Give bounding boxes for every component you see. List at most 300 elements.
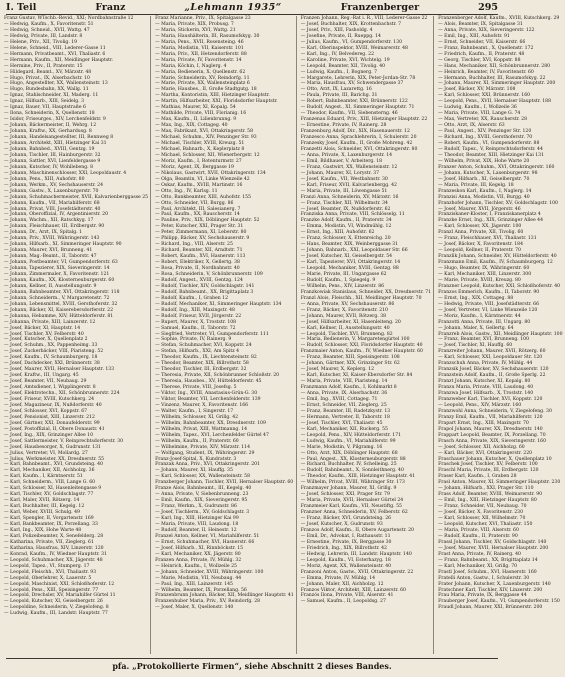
directory-entry: — Hedwig, Schneid., XVII, Wattg. 47 [4,27,90,33]
directory-entry: — Josef, Maurer, X, Keplerg. 12 [300,367,375,373]
directory-entry: Franzenau Eduard, Priv., XIII, Hietzinger Hauptstr. 22 [300,117,428,123]
directory-entry: — Rudolf, Kaufm., II, Praterstr. 90 [438,533,518,539]
directory-entry: Franzos Adolf, Kaufm., II, Obere Augartenstr. 20 [300,527,414,533]
directory-entry: — Julius, Kaufm., VI, Gumpendorferstr. 130 [300,39,403,45]
directory-entry: — Wilhelm, Privat, XIX, Hohe Warte 20 [438,158,530,164]
directory-entry: Franz Gustav, WTschb.-Revid., XXI; Nordbahnstraße 12 [4,16,134,21]
directory-entry: — Franz, Werkm., X, Gudrunstr. 86 [155,504,237,510]
directory-entry: — Josef, Bäcker, X, Favoritenstr. 230 [438,510,524,516]
directory-entry: — Josefine, Private, II, Rueppg. 14 [300,33,381,39]
directory-entry: — Leopold, Kutscher, XVI, Thaliastr. 150 [438,522,533,528]
directory-entry: — Rudolf, Ing., XIII, Maxingstr. 48 [155,307,235,313]
directory-entry: — Rudolf, Tapez., V, Reinprechtsdorferstr. 44 [438,146,543,152]
directory-entry: — Johann, Maschinenschlosser, XXI, Leopoldaustr. 4 [4,170,127,176]
directory-entry: Franz-Josef-Spital, X, Kundratstr. 3 [155,456,237,462]
entry-column-1 [4,16,151,654]
directory-entry: — Karl, Mechaniker, XIII, Linzerstr. 300 [438,271,532,277]
directory-entry: Frapart Ernst, Ing., XIII, Maxingstr. 70 [438,420,529,426]
directory-entry: — Nikolaus, Gastwirt, XVII, Ottakringerstr. 134 [155,170,266,176]
directory-entry: — Leopold, Drechsler, XV, Mariahilfer Gürtel 11 [4,593,116,599]
directory-entry: — Otto, Bankbeamter, XIII, Auhofstr. 155 [155,194,251,200]
directory-entry: — Hans, Mechaniker, XII, Schönbrunnerstr. 280 [438,63,551,69]
directory-entry: Franzetti Alois, Schneider, XVI, Ottakringerstr. 80 [300,146,418,152]
directory-entry: Franzenbrunn Johann, Bäcker, XII, Meidlinger Hauptstr. 41 [155,593,294,599]
directory-entry: — Peter, Zimmermann, XI, Leberstr. 80 [155,230,247,236]
directory-entry: Franzkowiak Stanislaus, Schneider, XX, Dresdnerstr. 71 [300,289,432,295]
directory-entry: — Mathias, Maurer, XI, Kopalg. 54 [155,105,236,111]
directory-entry: — Josef, Bäcker, X, Favoritenstr. 184 [438,242,524,248]
directory-entry: — Karl, Kutscher, XI, Kaiser-Ebersdorfer Str. 84 [300,373,413,379]
directory-entry: — Karl, Schlosser, XII, Wilhelmstr. 70 [438,516,526,522]
directory-entry: — Johann, Maler, XII, Aichholzg. 12 [300,581,384,587]
directory-entry: — Hedwig, Private, III, Landstr. 8 [4,33,83,39]
directory-entry: Franzenburg Adolf, Dir., XIX, Hasenauerstr. 12 [300,129,410,135]
directory-entry: — Leopold, Tapez., VI, Stumperg. 17 [4,563,90,569]
directory-entry: — Karl, Ing., IV, Belvedereg. 22 [300,51,374,57]
directory-entry: — Samuel, Kaufm., II, Leopoldsg. 27 [300,599,386,605]
directory-entry: — Moriz, Kaufm., I, Rotenturmstr. 27 [155,158,242,164]
directory-entry: Franzner Anna, Schneiderin, XV, Felberstr. 62 [300,510,408,516]
directory-entry: — Siegfried, Vertreter, VI, Gumpendorferstr. 111 [155,331,269,337]
directory-entry: — Rudolf, Angest., XVIII, Gentzg. 124 [155,277,243,283]
directory-entry: — Josef, Sattlermeister, V, Reinprechtsdorferstr. 30 [4,438,124,444]
directory-entry: Franzer Anton, Schuhm., XVI, Ottakringerstr. 160 [438,164,555,170]
directory-entry: — Karl, Mechaniker, XII, Aichholzg. 36 [4,468,95,474]
directory-entry: — Rosa, Private, II, Nordbahnstr. 40 [155,266,240,272]
directory-entry: — Karl, Mechaniker, XX, Jägerstr. 80 [155,551,241,557]
directory-entry: — Josef, Kraftw., III, Ungarg. 45 [4,373,79,379]
directory-entry: — Anna, Private, IX, Alserbachstr. 36 [300,391,388,397]
directory-entry: — Leopold, Schuhmacher, XX, Jägerstr. 48 [4,557,103,563]
directory-entry: — Paul, Angest., XIV, Penzinger Str. 120 [438,129,532,135]
directory-entry: Franzreiter Johann, Maurer, XVII, Rötzerg. 60 [438,349,546,355]
directory-entry: — Mathilde, Private, VIII, Florianig. 16 [155,111,247,117]
directory-entry: — Otto, Ing., IV, Karlsg. 11 [155,188,218,194]
directory-entry: Franzstein Adolf, Kaufm., II, Große Sperlg. 22 [438,373,546,379]
directory-entry: — Isidor, Friseurges., XIV, Lerchenfeldstr. 9 [4,117,106,123]
directory-entry: — Josef, Schlosser, XII, Aichholzg. 60 [438,444,525,450]
directory-entry: Franzos Viktor, Architekt, XIII, Lainzerstr. 60 [300,587,406,593]
directory-entry: — Maria, Private, VIII, Lange G. 74 [438,111,521,117]
directory-entry: — Johann, Pens., XIII, Auhofstr. 80 [4,176,85,182]
directory-entry: — Friedrich, Kaufm., II, Praterstr. 48 [438,51,525,57]
page-footer-note: pfa. „Protokollierte Firmen“, siehe Abschnitt 2 dieses Bandes. [6,658,498,673]
directory-entry: — Josef, Ing., XIX, Grinzinger Allee 10 [4,432,94,438]
directory-entry: — Johann, Zimmermaler, X, Favoritenstr. 121 [4,271,110,277]
directory-entry: — Johann, Maler, X, Gellertg. 64 [438,325,514,331]
directory-entry: — Wilhelm, Kaufm., II, Praterstr. 60 [155,438,239,444]
directory-entry: — Josef, Buchhalter, XIX, Krottenbachstr. 7 [300,21,402,27]
directory-entry: — Josef, Zuckerbäcker, VIII, Piaristeng. 52 [4,349,104,355]
directory-entry: — Johann, Maurer, XVI, Brunneng. 41 [4,248,93,254]
directory-entry: — Wilhelm, Privat, XIII, Wattmanng. 14 [155,426,248,432]
directory-entry: — Johann, Kraftw., XX, Gerhardusg. 8 [4,129,92,135]
directory-entry: — Johann, Schneider, XVIII, Währingerstr. 100 [155,569,264,575]
directory-entry: — Josef, Schlosser, XXI, Prager Str. 79 [300,492,390,498]
directory-entry: — Karl, Schneiderm., VIII, Lange G. 60 [4,480,96,486]
directory-entry: — Johann, Hilfsarb., XXI, Prager Str. 110 [438,486,534,492]
directory-entry: — Michael, Schuhm., XIV, Penzinger Str. 93 [155,135,257,141]
directory-entry: — Franz, Bahnbeamt., XX, Brigittaplatz 14 [438,557,538,563]
directory-entry: — Johann, Maurer, XI, Hauffg. 35 [155,468,233,474]
directory-entry: Franzenhuber Maria, Priv., XV, Reindorfg. 28 [155,599,261,605]
directory-entry: — Robert, Kaufm., XVI, Hasnerstr. 113 [155,254,246,260]
directory-entry: — Johann, Privat, VIII, Josefstädterstr. 40 [4,206,101,212]
directory-entry: — Richard, Buchhalter, IV, Schelleing. 25 [300,462,397,468]
directory-entry: — Karl, Ing., XIII, Hietzinger Kai 99 [155,516,239,522]
directory-entry: — Marie, Modistin, V, Pilgramg. 16 [300,444,383,450]
directory-entry: — Josef, Kaufm., VII, Westbahnstr. 30 [300,176,388,182]
directory-entry: — Maria, Priv., XII, Hetzendorferstr. 88 [155,51,247,57]
directory-entry: — Robert, Bahnbeamter, XXI, Brünnerstr. 122 [300,99,408,105]
directory-entry: — Emil, Bildhauer, V, Arbeiterg. 18 [300,158,383,164]
directory-entry: — Karl, Ing., XIX, Hohe Warte 48 [4,527,82,533]
directory-entry: — Marie, Private, III, Ungargasse 62 [300,271,387,277]
directory-entry: — Heinrich, Beamter, IV, Favoritenstr. 60 [438,69,534,75]
directory-entry: — Otto, Arzt, IX, Lazarettg. 16 [300,87,372,93]
directory-entry: — Paul, Angest., XX, Klosterneuburgerstr. 88 [300,456,406,462]
directory-entry: — Ignaz, Bauer, VII, Hauptstraße 6 [4,105,86,111]
directory-entry: — Helene, Schneid., VIII, Lederer-Gasse 11 [4,45,106,51]
directory-entry: — Paul, Kaufm., XX, Rauscherstr. 14 [155,212,240,218]
keyword-right: Franzenberger [340,2,420,13]
directory-entry: — Ernst, Ing., XIII, Auhofstr. 62 [300,230,375,236]
directory-entry: — Vinzenz, Maurer, X, Favoritenstr. 166 [155,402,249,408]
directory-entry: — Karl, Mechaniker, XII, Ruckerg. 55 [300,426,388,432]
directory-entry: — Ilona, Schneiderin, X, Quellenstr. 18 [4,111,95,117]
directory-entry: — Johann, Werkm., XV, Sechshauserstr. 24 [4,182,104,188]
directory-entry: — Johann, Gärtner, XIX, Grinzinger Str. 62 [300,361,400,367]
directory-entry: — Maria, Bedienerin, V, Margaretengürtel 100 [300,337,410,343]
directory-entry: — Michael, Tischler, XVIII, Kreuzg. 51 [155,141,245,147]
directory-entry: Franzu Maria, Private, VIII, Laudong. 40 [438,385,534,391]
directory-entry: — Johann, Maurer, XVII, Rötzerg. 38 [300,313,387,319]
directory-entry: Franzmann Emil, Kaufm., IV, Schaumburgerg. 12 [438,260,553,266]
directory-entry: — Rudolf, Mechaniker, XI, Simmeringer Hauptstr. 134 [155,301,282,307]
directory-entry: — Leopold, Kaufm., VI, Esterhazyg. 18 [300,557,391,563]
directory-entry: — Johann, Kellner, II, Ausstellungsstr. 9 [4,283,97,289]
directory-entry: — Josef, Pensionist, XIII, Linzerstr. 212 [4,414,95,420]
directory-entry: — Ignaz, Stahlschneider, XI, Maderg. 11 [4,93,99,99]
directory-entry: — Pauline, Priv., XIX, Döblinger Hauptstr. 52 [155,218,260,224]
directory-entry: — Franz, Beamter, III, Radetzkystr. 13 [300,408,391,414]
directory-entry: — Maria, Private, XIX, Probusg. 7 [155,21,234,27]
directory-entry: — Hedwig, Lehrerin, III, Landstr. Hauptstr. 140 [300,551,412,557]
directory-entry: Franzreb Alois, Gastw., XII, Meidlinger Hauptstr. 100 [438,331,563,337]
directory-entry: — Josef, Hilfsarb., XI, Geiselbergstr. 70 [438,176,530,182]
directory-entry: — Karl, Bäcker, XVI, Ottakringerstr. 220 [438,450,533,456]
volume-part: I. Teil [6,2,37,13]
entry-column-3 [301,16,434,654]
directory-entry: — Johann, Priv., XVIII, Währingerstr. 143 [4,236,100,242]
directory-entry: — Johann, Postbeamter, VI, Gumpendorferstr. 63 [4,260,118,266]
directory-entry: — Michael, Bahnarb., X, Keplerplatz 8 [155,146,245,152]
directory-entry: — Johann, Lebensmittel, XVIII, Gersthoferstr. 32 [4,301,118,307]
directory-entry: — Johann, Handelsangestellter, III, Rennweg 8 [4,135,114,141]
directory-entry: — Franz, Bäcker, XVI, Grundsteing. 26 [300,516,392,522]
directory-entry: — Theodor, Beamter, XIX, Billrothstr. 58 [155,361,249,367]
directory-entry: — Maria, Private, VIII, Laudong. 18 [155,522,239,528]
directory-entry: Fraschauer Johann, Kutscher, X, Quellenplatz 10 [438,456,552,462]
directory-entry: — Ernestine, Private, IV, Rainerg. 28 [300,123,387,129]
directory-entry: — Maria, Köchin, I, Naglerg. 4 [155,63,227,69]
directory-entry: — Viktor, Beamter, VII, Lerchenfelderstr. 139 [155,397,261,402]
directory-entry: — Rupert, Maurer, X, Troststr. 108 [155,319,237,325]
directory-entry: — Samuel, Kaufm., II, Taborstr. 72 [155,325,236,331]
directory-entry: — Rosa, Schneiderin, V, Schönbrunnerstr. 109 [155,271,263,277]
directory-entry: — Karl, Kaufm., I, Kärntnerstr. 51 [4,474,83,480]
directory-entry: — Leopold, Maschinist, XXI, Schloßhoferstr. 12 [4,581,115,587]
directory-entry: Fratelli Anton, Gastw., I, Schulerstr. 30 [438,575,530,581]
directory-entry: — Richard, Ing., XVIII, Gersthoferstr. 70 [438,135,533,141]
directory-entry: — Hugo, Bundesbahn, XX, Wallg. 11 [4,87,89,93]
directory-entry: — Johann, Kaufm., XX, Klosterneuburgerstr. 60 [4,277,115,283]
directory-entry: — Rudolf, Kaufm., I, Spiegelg. 9 [300,277,376,283]
entry-columns [4,16,563,654]
entry-column-4 [438,16,564,654]
directory-entry: — Katharina, Private, VII, Zieglerg. 61 [4,539,94,545]
directory-entry: — Josef, Vertreter, VI, Linke Wienzeile 120 [438,307,538,313]
directory-entry: — Emma, Modistin, VI, Windmühlg. 12 [300,224,392,230]
directory-entry: — Georg, Tischler, XVI, Koppstr. 88 [438,57,521,63]
directory-entry: — Josef, Maurer, XVII, Jörgerstr. 46 [438,206,521,212]
directory-entry: — Wilhelm, Tapez., XVI, Lerchenfelder Gürtel 47 [155,432,269,438]
directory-entry: — Josef, Tischler, XVI, Thaliastr. 45 [300,420,383,426]
directory-entry: — Johann, Sattler, XVI, Lienfeldergasse 9 [4,158,101,164]
directory-entry: — Richard, Ing., VIII, Alserstr. 25 [155,242,233,248]
directory-entry: Franzós Ilona, Private, VIII, Alserstr. 41 [300,593,394,599]
directory-entry: — Karl, Buchhalter, III, Kegelg. 12 [4,504,85,510]
directory-entry: — Wilhelm, Schlosser, XI, Grillg. 42 [155,414,239,420]
directory-entry: — Hugo, Angestellter, XX, Wallensteinstr. 13 [4,81,108,87]
directory-entry: — Robert, Elektriker, X, Gellertg. 38 [155,260,240,266]
directory-entry: — Josef, Tischlerm., XV, Goldschlagstr. 3 [155,510,250,516]
directory-entry: — Ernst, Ing., XIX, Cottageg. 88 [438,295,514,301]
directory-entry: — Wolfgang, Student, IX, Währingerstr. 29 [155,450,255,456]
directory-entry: — Leopold, Tischler, XVI, Brunneng. 82 [300,331,393,337]
directory-entry: Franzi Anna, Schneiderin, XV, Märzstr. 16 [300,194,399,200]
directory-entry: — Josef, Maurer, XVII, Hernalser Hauptstr. 133 [4,367,115,373]
directory-entry: — Rudolf, Bahnbeamt., XX, Brigittaplatz 3 [155,289,254,295]
directory-entry: — Moriz, Agent, XX, Wallensteinstr. 40 [300,563,392,569]
directory-entry: — Julius, Werkmeister, XX, Dresdnerstr. 55 [4,456,105,462]
directory-entry: — Josef, Schlosser, XVI, Koppstr. 67 [4,408,88,414]
directory-entry: Franzmann Adolf, Kaufm., I, Kohlmarkt 8 [300,385,397,391]
directory-entry: — Theresia, Hausbes., XV, Hütteldorferstr. 45 [155,379,262,385]
directory-entry: — Hermine, Priv., II, Praterstr. 15 [4,63,83,69]
directory-entry: — Karl, Spengler, II, Vorgartenstr. 169 [4,516,94,522]
directory-entry: — Johann, Bahnarb., XXI, Leopoldauer Str. 66 [300,248,408,254]
directory-entry: — Franz, Tischler, XII, Wilhelmstr. 34 [300,200,388,206]
directory-entry: — Wilhelmine, Private, XIV, Märzstr. 114 [155,444,251,450]
directory-entry: — Margarete, Lehrerin, XIX, Peter-Jordan-Str. 78 [300,75,416,81]
directory-entry: — Karl, Schlosser, XXI, Brünnerstr. 160 [438,93,531,99]
directory-entry: — Viktor, Ing., XVIII, Anastasius-Grün-G. 30 [155,391,258,397]
directory-entry: — Robert, Kaufm., VI, Gumpendorferstr. 88 [438,141,540,147]
directory-entry: Franzberger Johann, Tischler, XVII, Hernalser Hauptstr. 60 [155,480,294,486]
directory-entry: — Josef, Schuhm., XX, Pappenheimg. 33 [4,343,98,349]
directory-entry: — Johann, Tischler, III, Hainburgerstr. 32 [4,152,101,158]
directory-entry: Franzesky Josef, Kaufm., II, Große Mohreng. 42 [300,141,413,147]
directory-entry: — Johann, Kaufm., VII, Mariahilferstr. 68 [4,200,100,206]
directory-entry: — Johanna, Hebamme, XIV, Hütteldorferstr. 81 [4,313,114,319]
directory-entry: — Stefan, Hilfsarb., XXI, Am Spitz 4 [155,349,240,355]
directory-entry: Franze Alois, Bahnbeamt., III, Kegelg. 40 [155,486,252,492]
directory-entry: — Ignaz, Hilfsarb., XIII, Seidelg. 3 [4,99,84,105]
directory-entry: — Hedwig, Private, VIII, Josefstädterstr. 66 [438,301,540,307]
directory-entry: — Johann, Kutscher, IV, Wohllebeng. 8 [4,164,93,170]
directory-entry: — Katharina, Hausfrau, XIV, Linzerstr. 120 [4,545,104,551]
directory-entry: — Johann, Bäckermeister, II, Wehrg. 12 [4,123,97,129]
directory-entry: — Josef, Elektrotechn., XII, Schönbrunnerstr. 224 [4,391,120,397]
directory-entry: — Johann, Schuhmachermeister, XVII, Kalvarienberggasse 25 [4,194,149,200]
directory-entry: — Johann, Bahnbed., XVIII, Gentzg. 19 [4,146,95,152]
directory-entry: — Wilhelm, Privat, XVIII, Währinger Str. 173 [300,480,405,486]
directory-entry: — Karl, Schlosser, XX, Jägerstr. 100 [438,224,522,230]
directory-entry: Franzak Anna, Priv., XVI, Ottakringerstr. 201 [155,462,261,468]
directory-entry: — Emil, Kaufm., XIX, Sieveringerstr. 95 [155,498,248,504]
directory-entry: Franzl Alois, Fleischh., XII, Meidlinger Hauptstr. 70 [300,295,422,301]
directory-entry: — Theodor, Beamter, XIII, Hietzinger Kai 131 [438,152,545,158]
directory-entry: Franzl Anna, Private, XII, Tivolig. 60 [438,230,524,236]
directory-entry: Fraschl Maria, Private, III, Erdbergstr. 120 [438,468,539,474]
directory-entry: — Karl, Mechaniker, XI, Grillg. 70 [438,563,518,569]
directory-entry: Franzt Johann, Kutscher, XI, Kopalg. 80 [438,379,531,385]
directory-entry: — Johann, Architekt, XIII, Hietzinger Kai 31 [4,141,107,147]
directory-entry: — Maria, Private, III, Löwengasse 51 [300,188,388,194]
directory-entry: — Anna, Private, XIX, Sieveringerstr. 122 [438,27,535,33]
directory-entry: — Rudolf, Angest., XI, Simmeringer Hauptstr. 71 [300,105,415,111]
directory-entry: — Karl, Tapezierer, XVI, Ottakringerstr. 14 [300,260,401,266]
directory-entry: — Marie, Private, XVIII, Kreuzg. 80 [438,277,521,283]
directory-entry: — Leopold, Beamter, XII, Tivolig. 40 [300,63,386,69]
directory-entry: — Rudolf, Beamter, II, Heinestr. 12 [155,527,237,533]
directory-entry: — Josef, Amtsdiener, I, Wipplingerstr. 8 [4,385,96,391]
directory-entry: — Karl, Bankbeamter, IX, Porzellang. 33 [4,522,98,528]
directory-entry: — Ernst, Schuhmacher, XVI, Hasnerstr. 66 [155,539,255,545]
directory-entry: Franzesco Anna, Sprachlehrerin, I, Schulerstr. 20 [300,135,417,141]
directory-entry: — Franz, Gastwirt, XX, Wallensteinstr. 12 [300,164,398,170]
directory-entry: Franzweber Karl, Tischler, XVI, Koppstr. 120 [438,397,543,402]
directory-entry: — Hermann, Privatbeamt., XVI, Thaliastr. 6 [4,51,106,57]
directory-entry: — Martha, Kontoristin, XIII, Hietzinger Hauptstr. [155,93,270,99]
directory-entry: Franzotti Anna, Private, III, Ungarg. 80 [438,319,531,325]
directory-entry: — Wilhelm, Pens., XIV, Linzerstr. 86 [300,283,385,289]
directory-entry: — Maria, Private, VIII, Piaristeng. 14 [300,379,388,385]
directory-entry: — Emma, Private, IV, Mühlg. 14 [300,575,376,581]
directory-entry: Franzke Adolf, Kaufm., II, Praterstr. 34 [300,218,392,224]
directory-entry: — Philipp, Bäcker, XV, Sechshauserstr. 9 [155,236,250,242]
directory-entry: — Ludwig, Kaufm., I, Bognerg. 7 [300,69,377,75]
directory-entry: — Johanna, Private, XIII, Lainzerstr. 12 [4,319,96,325]
directory-entry: — Marie, Hausbes., II, Große Stadtgutg. 18 [155,87,257,93]
directory-entry: — Josef, Tischler, XI, Hauffg. 60 [438,343,513,349]
directory-entry: Franzoni Anton, Gastw., XVII, Ottakringerstr. 22 [300,569,414,575]
directory-entry: — Therese, Private, VIII, Josefsg. 5 [155,385,237,391]
directory-entry: — Karl, Maler, XVII, Rötzerg. 14 [4,498,80,504]
directory-entry: — Rudolf, Kaufm., I, Graben 12 [155,295,229,301]
directory-entry: — Leopold, Pens., XVII, Hernalser Hauptstr. 188 [438,99,552,105]
directory-entry: Franzisi Anna, Modistin, VII, Burgg. 40 [438,194,530,200]
directory-entry: — Wilhelm, Beamter, IX, Porzellang. 56 [155,587,247,593]
directory-entry: — Max, Ing., XIX, Cottageg. 40 [155,123,228,129]
directory-entry: — Josef, Kutscher, XI, Geiselbergstr. 54 [300,254,393,260]
directory-entry: — Ludwig, Kaufm., I, Wollzeile 36 [438,105,517,111]
directory-entry: — Josef, Beamter, VII, Neubaug. 29 [4,379,87,385]
page-number: 295 [478,2,498,13]
directory-entry: — Johann, Fleischhauer, III, Erdbergstr. 90 [4,224,105,230]
directory-entry: — Franz, Beamter, XVI, Brunneng. 100 [438,337,529,343]
directory-entry: — Hildegard, Beamt., XV, Märzstr. 48 [4,69,92,75]
directory-entry: — Hermann, Vertreter, II, Taborstr. 18 [300,414,390,420]
directory-entry: Frasch Anna, Private, XIX, Sieveringerstr. 160 [438,438,547,444]
directory-entry: Frapol Johann, Maurer, XX, Dresdnerstr. 140 [438,426,543,432]
directory-entry: — Leopold, Kutscher, XI, Geiselbergstr. 26 [4,599,103,605]
directory-entry: — Moriz, Kaufm., I, Kärntnerstr. 44 [438,313,521,319]
directory-entry: — Max, Kaufm., II, Lilienbrunng. 9 [155,117,237,123]
directory-entry: Frast Anna, Private, IV, Rainerg. 40 [438,551,521,557]
directory-entry: — Franz, Fleischhauer, XVI, Thaliastr. 131 [438,236,537,242]
directory-entry: — Olga, Beamtin, VI, Linke Wienzeile 42 [155,176,250,182]
directory-entry: — Karoline, Private, XVI, Wichtelg. 19 [300,57,390,63]
directory-entry: — Josef, Bäcker, XI, Hauptstr. 14 [4,325,81,331]
directory-entry: — Josef, Kutscher, X, Quellenplatz 2 [4,337,88,343]
directory-entry: — Max, Vertreter, XX, Rauscherstr. 28 [438,117,528,123]
directory-entry: — Sophie, Private, IV, Rainerg. 9 [155,337,232,343]
directory-entry: Franzen Johann, Reg.-Rat i. R., VIII, Lederer-Gasse 22 [300,16,428,21]
directory-entry: Frasl Anton, Maurer, XI, Simmeringer Hauptstr. 230 [438,480,561,486]
directory-entry: Fraudl Johann, Maurer, XXI, Brünnerstr. 200 [438,605,543,611]
directory-entry: Franzhofer Johann, Tischler, XV, Goldschlagstr. 100 [438,200,558,206]
directory-entry: — Ernst, Schneider, VII, Kaiserstr. 66 [438,39,526,45]
directory-entry: — Josef, Magazineur, IX, Nußdorferstr. 40 [4,402,102,408]
directory-entry: Frastl Josef, Schuhm., XVI, Hasnerstr. 160 [438,569,537,575]
entry-column-2 [155,16,297,654]
page-header [6,2,498,15]
directory-entry: — Karl, Schlosser, XI, Hasenleitengasse 9 [4,486,102,492]
directory-entry: — Maria, Modistin, VII, Kaiserstr. 101 [155,45,244,51]
directory-entry: Franzy Emil, Kaufm., VII, Mariahilferstr. 120 [438,414,543,420]
directory-entry: — Hermann, Kaufm., XII, Meidlinger Hauptstr. [4,57,114,63]
directory-entry: — Hans, Beamter, XIX, Weinberggasse 31 [300,242,399,248]
directory-entry: — Ludwig, Kaufm., III, Landstr. Hauptstr. 77 [4,611,108,617]
directory-entry: — Maria, Stickerin, XVI, Wattg. 21 [155,27,236,33]
directory-entry: — Josef, Friseur, XVIII, Kutschkerg. 24 [4,397,95,402]
directory-entry: — Josef, Tischler, XV, Felberstr. 40 [4,331,84,337]
directory-entry: — Franz, Beamter, XIII, Speisingerstr. 108 [300,355,400,361]
directory-entry: — Leopold, Fleischh., XVI, Thaliastr. 93 [4,569,97,575]
directory-entry: Franzel Anton, Kellner, VI, Mariahilferstr. 51 [155,533,260,539]
directory-entry: — Maria, Private, III, Kegelg. 18 [438,182,514,188]
directory-entry: — Josef, Hilfsarbeiter, XI, Hasenleiteng. 20 [300,319,401,325]
directory-entry: — Josef, Priv., XIII, Fasholdg. 4 [300,27,373,33]
directory-entry: — Franz, Schneider, VII, Neubaug. 70 [438,504,527,510]
directory-entry: Frass Adolf, Beamter, XVIII, Weimarerstr. 90 [438,492,543,498]
directory-entry: — Josef, Kaufm., IV, Schaumburgerg. 18 [4,355,98,361]
directory-entry: — Konrad, Kaufm., IV, Wiedner Hauptstr. 31 [4,551,107,557]
directory-entry: — Johann, Bahnbeamter, XVI, Ottakringerstr. 118 [4,289,120,295]
directory-entry: — Franz, Schlosser, X, Ettenreichg. 20 [300,236,391,242]
directory-entry: — Rudolf, Bahnbeamt., X, Sonnleithnerg. 40 [300,468,404,474]
directory-entry: — Maria, Pens., XVII, Rosensteing. 46 [155,39,244,45]
directory-entry: Frauberger Josef, Kaufm., VI, Gumpendorferstr. 150 [438,599,560,605]
directory-entry: — Josef, Dachdecker, XXI, Brünnerstr. 38 [4,361,100,367]
directory-entry: — Ernst, Schneider, VII, Zieglerg. 25 [300,402,387,408]
directory-entry: — Karl, Oberinspektor, XVIII, Weimarerstr. 48 [300,45,408,51]
directory-entry: — Maria, Private, VIII, Alserstr. 60 [438,527,519,533]
directory-entry: Franzwohl Anna, Schneiderin, V, Ziegelofeng. 30 [438,408,552,414]
directory-entry: Frassl Johann, Tischler, XV, Goldschlagstr. 140 [438,539,547,545]
